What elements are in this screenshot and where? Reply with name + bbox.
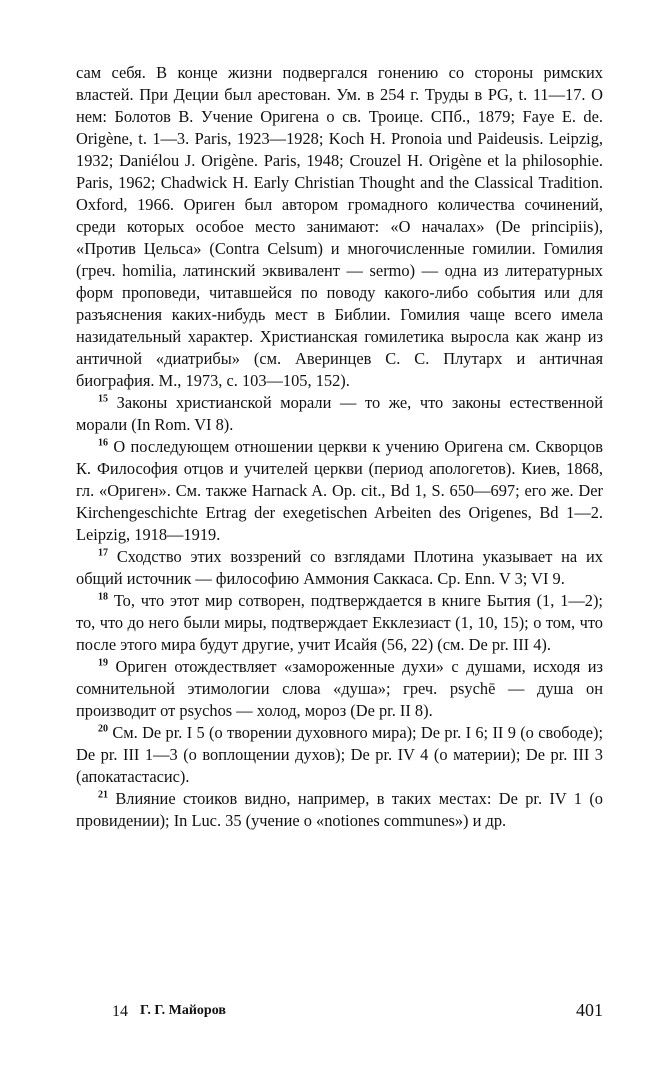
note-number: 19	[98, 657, 108, 669]
note-number: 17	[98, 547, 108, 559]
note-17	[76, 546, 603, 590]
note-text: См. De pr. I 5 (о творении духовного мира); De pr. I 6; II 9 (о свободе); De pr. III 1—3 (о воплощении духов); De pr. IV 4 (о материи); De pr. III 3 (апокатастасис).	[76, 723, 603, 786]
page-footer	[112, 1000, 603, 1021]
note-21	[76, 788, 603, 832]
note-number: 21	[98, 789, 108, 801]
signature-number: 14	[112, 1003, 128, 1020]
note-20	[76, 722, 603, 788]
note-16	[76, 436, 603, 546]
note-text: Сходство этих воззрений со взглядами Плотина указывает на их общий источник — философию Аммония Саккаса. Ср. Enn. V 3; VI 9.	[76, 547, 603, 588]
note-text: Влияние стоиков видно, например, в таких местах: De pr. IV 1 (о провидении); In Luc. 35 (учение о «notiones communes») и др.	[76, 789, 603, 830]
page-number: 401	[576, 1000, 603, 1020]
note-continuation: сам себя. В конце жизни подвергался гонению со стороны римских властей. При Деции был арестован. Ум. в 254 г. Труды в PG, t. 11—17. О нем: Болотов В. Учение Оригена о св. Троице. СПб., 1879; Faye E. de. Origène, t. 1—3. Paris, 1923—1928; Koch H. Pronoia und Paideusis. Leipzig, 1932; Daniélou J. Origène. Paris, 1948; Crouzel H. Origène et la philosophie. Paris, 1962; Chadwick H. Early Christian Thought and the Classical Tradition. Oxford, 1966. Ориген был автором громадного количества сочинений, среди которых особое место занимают: «О началах» (De principiis), «Против Цельса» (Contra Celsum) и многочисленные гомилии. Гомилия (греч. homilia, латинский эквивалент — sermo) — одна из литературных форм проповеди, читавшейся по поводу какого-либо события или для разъяснения каких-нибудь мест в Библии. Гомилия чаще всего имела назидательный характер. Христианская гомилетика выросла как жанр из античной «диатрибы» (см. Аверинцев С. С. Плутарх и античная биография. М., 1973, с. 103—105, 152).	[76, 63, 603, 390]
note-text: О последующем отношении церкви к учению Оригена см. Скворцов К. Философия отцов и учителей церкви (период апологетов). Киев, 1868, гл. «Ориген». См. также Harnack A. Op. cit., Bd 1, S. 650—697; его же. Der Kirchengeschichte Ertrag der exegetischen Arbeiten des Origenes, Bd 1—2. Leipzig, 1918—1919.	[76, 437, 603, 544]
note-number: 18	[98, 591, 108, 603]
note-number: 16	[98, 437, 108, 449]
notes-body	[76, 62, 603, 832]
signature-name: Г. Г. Майоров	[140, 1003, 226, 1018]
note-text: Ориген отождествляет «замороженные духи» с душами, исходя из сомнительной этимологии слова «душа»; греч. psychē — душа он производит от psychos — холод, мороз (De pr. II 8).	[76, 657, 603, 720]
note-15	[76, 392, 603, 436]
note-text: То, что этот мир сотворен, подтверждается в книге Бытия (1, 1—2); то, что до него были миры, подтверждает Екклезиаст (1, 10, 15); о том, что после этого мира будут другие, учит Исайя (56, 22) (см. De pr. III 4).	[76, 591, 603, 654]
note-text: Законы христианской морали — то же, что законы естественной морали (In Rom. VI 8).	[76, 393, 603, 434]
note-18	[76, 590, 603, 656]
note-number: 20	[98, 723, 108, 735]
note-19	[76, 656, 603, 722]
printer-signature	[112, 1003, 226, 1021]
note-number: 15	[98, 393, 108, 405]
